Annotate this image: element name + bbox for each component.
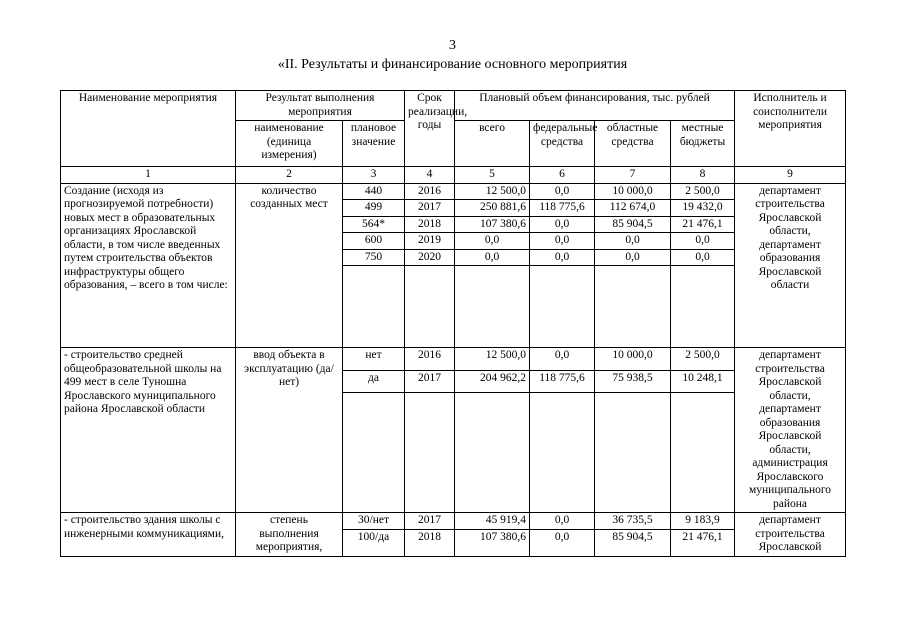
- row-year: 2018: [405, 529, 455, 556]
- row-local: 0,0: [671, 233, 735, 250]
- header-row-1: [61, 91, 846, 121]
- header-total: всего: [455, 121, 530, 167]
- col-number: 9: [735, 167, 846, 184]
- row-regional: 10 000,0: [595, 348, 671, 371]
- row-total: 12 500,0: [455, 348, 530, 371]
- row-federal: 0,0: [530, 529, 595, 556]
- row-plan: 564*: [343, 216, 405, 233]
- row-regional: 85 904,5: [595, 216, 671, 233]
- row-local: 0,0: [671, 249, 735, 266]
- row-total: 107 380,6: [455, 216, 530, 233]
- row-indicator: ввод объекта в эксплуатацию (да/нет): [236, 348, 343, 513]
- row-total: 0,0: [455, 249, 530, 266]
- row-federal: 0,0: [530, 348, 595, 371]
- row-local: 9 183,9: [671, 513, 735, 530]
- row-plan: нет: [343, 348, 405, 371]
- col-number: 5: [455, 167, 530, 184]
- row-federal: 0,0: [530, 249, 595, 266]
- row-total: 204 962,2: [455, 370, 530, 393]
- table-row: [61, 513, 846, 530]
- row-year: 2017: [405, 200, 455, 217]
- table-row: [61, 183, 846, 200]
- row-indicator: степень выполнения мероприятия,: [236, 513, 343, 557]
- row-executor: департамент строительства Ярославской области, департамент образования Ярославской области: [735, 183, 846, 348]
- row-regional: 85 904,5: [595, 529, 671, 556]
- row-total: 0,0: [455, 233, 530, 250]
- header-executor: Исполнитель и соисполнители мероприятия: [735, 91, 846, 167]
- page-number: 3: [449, 38, 456, 53]
- row-year: 2020: [405, 249, 455, 266]
- header-regional: областные средства: [595, 121, 671, 167]
- row-year: 2016: [405, 348, 455, 371]
- row-plan: да: [343, 370, 405, 393]
- header-local: местные бюджеты: [671, 121, 735, 167]
- row-plan: 100/да: [343, 529, 405, 556]
- col-number: 4: [405, 167, 455, 184]
- row-year: 2017: [405, 370, 455, 393]
- row-executor: департамент строительства Ярославской: [735, 513, 846, 557]
- row-regional: 75 938,5: [595, 370, 671, 393]
- row-federal: 118 775,6: [530, 370, 595, 393]
- row-local: 21 476,1: [671, 216, 735, 233]
- document-title: «II. Результаты и финансирование основного мероприятия: [277, 57, 628, 72]
- row-plan: 750: [343, 249, 405, 266]
- row-federal: 0,0: [530, 513, 595, 530]
- row-plan: 600: [343, 233, 405, 250]
- row-local: 19 432,0: [671, 200, 735, 217]
- col-number: 3: [343, 167, 405, 184]
- row-year: 2017: [405, 513, 455, 530]
- column-numbers-row: [61, 167, 846, 184]
- header-name: Наименование мероприятия: [61, 91, 236, 167]
- row-year: 2018: [405, 216, 455, 233]
- col-number: 1: [61, 167, 236, 184]
- header-indicator-name: наименование (единица измерения): [236, 121, 343, 167]
- col-number: 7: [595, 167, 671, 184]
- row-regional: 0,0: [595, 233, 671, 250]
- row-federal: 118 775,6: [530, 200, 595, 217]
- row-regional: 0,0: [595, 249, 671, 266]
- row-name: - строительство здания школы с инженерными коммуникациями,: [61, 513, 236, 557]
- row-executor: департамент строительства Ярославской области, департамент образования Ярославской области, администрация Ярославского муниципального района: [735, 348, 846, 513]
- row-indicator: количество созданных мест: [236, 183, 343, 348]
- row-total: 250 881,6: [455, 200, 530, 217]
- row-regional: 10 000,0: [595, 183, 671, 200]
- row-regional: 112 674,0: [595, 200, 671, 217]
- header-result: Результат выполнения мероприятия: [236, 91, 405, 121]
- table-row: [61, 348, 846, 371]
- row-local: 21 476,1: [671, 529, 735, 556]
- row-total: 107 380,6: [455, 529, 530, 556]
- header-planned-value: плановое значение: [343, 121, 405, 167]
- row-name: - строительство средней общеобразовательной школы на 499 мест в селе Туношна Ярославского муниципального района Ярославской области: [61, 348, 236, 513]
- row-year: 2016: [405, 183, 455, 200]
- col-number: 8: [671, 167, 735, 184]
- row-local: 10 248,1: [671, 370, 735, 393]
- row-plan: 440: [343, 183, 405, 200]
- row-federal: 0,0: [530, 216, 595, 233]
- row-year: 2019: [405, 233, 455, 250]
- col-number: 2: [236, 167, 343, 184]
- row-federal: 0,0: [530, 183, 595, 200]
- row-total: 45 919,4: [455, 513, 530, 530]
- results-financing-table: [60, 90, 846, 557]
- row-local: 2 500,0: [671, 183, 735, 200]
- row-local: 2 500,0: [671, 348, 735, 371]
- header-financing: Плановый объем финансирования, тыс. рублей: [455, 91, 735, 121]
- row-regional: 36 735,5: [595, 513, 671, 530]
- col-number: 6: [530, 167, 595, 184]
- header-federal: федеральные средства: [530, 121, 595, 167]
- row-federal: 0,0: [530, 233, 595, 250]
- row-plan: 30/нет: [343, 513, 405, 530]
- row-total: 12 500,0: [455, 183, 530, 200]
- header-period: Срок реализации, годы: [405, 91, 455, 167]
- row-name: Создание (исходя из прогнозируемой потребности) новых мест в образовательных организациях Ярославской области, в том числе введенных путем строительства объектов инфраструктуры общего образования, – всего в том числе:: [61, 183, 236, 348]
- row-plan: 499: [343, 200, 405, 217]
